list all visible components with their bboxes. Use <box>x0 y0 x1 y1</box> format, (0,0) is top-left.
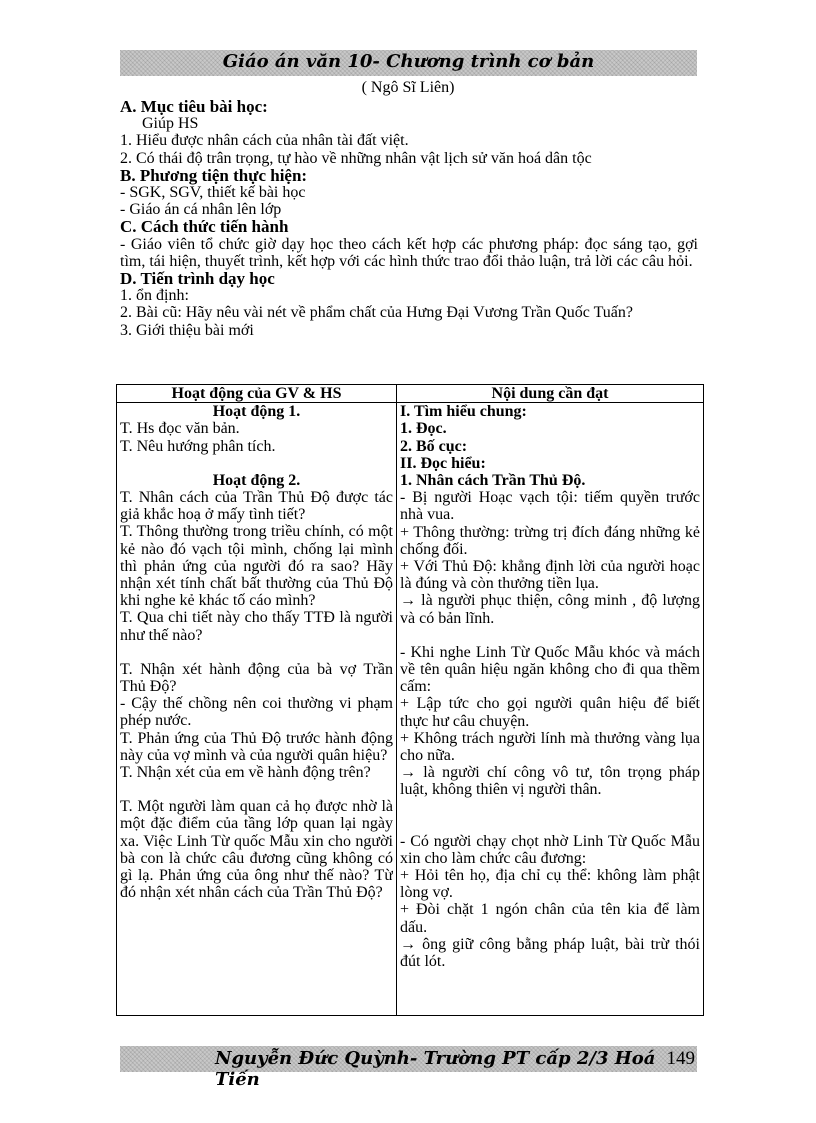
cell-line: 2. Bố cục: <box>400 437 468 455</box>
author-line: ( Ngô Sĩ Liên) <box>361 79 455 96</box>
section-d-line: 1. ổn định: <box>120 287 189 305</box>
cell-line: - Bị người Hoạc vạch tội: tiếm quyền trước nhà vua. <box>400 489 700 524</box>
section-d-line: 3. Giới thiệu bài mới <box>120 321 254 339</box>
cell-line: T. Nhận xét của em về hành động trên? <box>120 764 371 782</box>
content-cell <box>397 403 704 1016</box>
lesson-intro <box>120 98 698 339</box>
table-header-activities: Hoạt động của GV & HS <box>117 385 397 403</box>
spacer <box>120 455 393 472</box>
activity-heading: Hoạt động 1. <box>212 403 301 421</box>
document-header-title: Giáo án văn 10- Chương trình cơ bản <box>222 51 595 72</box>
spacer <box>400 816 700 833</box>
lesson-table <box>116 384 704 1016</box>
section-a-heading: A. Mục tiêu bài học: <box>120 97 268 116</box>
cell-line: + Không trách người lính mà thưởng vàng lụa cho nữa. <box>400 729 700 765</box>
footer-author: Nguyễn Đức Quỳnh- Trường PT cấp 2/3 Hoá Tiến <box>215 1048 656 1090</box>
cell-line: + Hỏi tên họ, địa chỉ cụ thể: không làm phật lòng vợ. <box>400 867 700 902</box>
cell-line: T. Nhận xét hành động của bà vợ Trần Thủ Độ? <box>120 660 393 696</box>
cell-line: - Cậy thế chồng nên coi thường vi phạm phép nước. <box>120 695 393 730</box>
cell-line: - Khi nghe Linh Từ Quốc Mẫu khóc và mách về tên quân hiệu ngăn không cho đi qua thềm cấm: <box>400 643 700 696</box>
cell-line: + Thông thường: trừng trị đích đáng những kẻ chống đối. <box>400 523 700 558</box>
cell-line: - Có người chạy chọt nhờ Linh Từ Quốc Mẫu xin cho làm chức câu đương: <box>400 832 700 867</box>
cell-line: T. Nhân cách của Trần Thủ Độ được tác giả khắc hoạ ở mấy tình tiết? <box>120 489 393 524</box>
section-a-line: 2. Có thái độ trân trọng, tự hào về những nhân vật lịch sử văn hoá dân tộc <box>120 149 592 167</box>
section-a-line: 1. Hiểu được nhân cách của nhân tài đất việt. <box>120 132 409 150</box>
cell-line: 1. Đọc. <box>400 420 447 438</box>
cell-line: + Lập tức cho gọi người quân hiệu để biết thực hư câu chuyện. <box>400 695 700 730</box>
footer-band <box>120 1046 697 1090</box>
cell-line: T. Nêu hướng phân tích. <box>120 437 276 455</box>
cell-line: I. Tìm hiểu chung: <box>400 403 527 421</box>
section-b-heading: B. Phương tiện thực hiện: <box>120 165 308 185</box>
cell-line: + Với Thủ Độ: khẳng định lời của người hoạc là đúng và còn thưởng tiền lụa. <box>400 558 700 593</box>
spacer <box>400 627 700 644</box>
spacer <box>400 799 700 816</box>
cell-line: II. Đọc hiểu: <box>400 454 486 472</box>
section-b-line: - SGK, SGV, thiết kế bài học <box>120 184 306 202</box>
section-d-line: 2. Bài cũ: Hãy nêu vài nét về phẩm chất của Hưng Đại Vương Trần Quốc Tuấn? <box>120 304 633 322</box>
spacer <box>120 781 393 798</box>
header-band <box>120 50 697 76</box>
cell-line: T. Hs đọc văn bản. <box>120 420 240 438</box>
section-c-heading: C. Cách thức tiến hành <box>120 217 289 237</box>
cell-line: → là người phục thiện, công minh , độ lượng và có bản lĩnh. <box>400 592 700 627</box>
cell-line: T. Một người làm quan cả họ được nhờ là một đặc điểm của tầng lớp quan lại ngày xa. Việc Linh Từ quốc Mẫu xin cho người bà con là chức câu đương cũng không có gì lạ. Phản ứng của ông như thế nào? Từ đó nhận xét nhân cách của Trần Thủ Độ? <box>120 798 393 902</box>
cell-line: + Đòi chặt 1 ngón chân của tên kia để làm dấu. <box>400 901 700 936</box>
table-header-content: Nội dung cần đạt <box>397 385 704 403</box>
cell-line: T. Phản ứng của Thủ Độ trước hành động này của vợ mình và của người quân hiệu? <box>120 729 393 764</box>
spacer <box>120 644 393 661</box>
cell-line: T. Qua chi tiết này cho thấy TTĐ là người như thế nào? <box>120 609 393 644</box>
section-a-line: Giúp HS <box>142 115 199 133</box>
section-d-heading: D. Tiến trình dạy học <box>120 269 275 289</box>
cell-line: → ông giữ công bằng pháp luật, bài trừ thói đút lót. <box>400 935 700 971</box>
activity-heading: Hoạt động 2. <box>212 471 301 489</box>
page-number: 149 <box>666 1048 695 1069</box>
cell-line: → là người chí công vô tư, tôn trọng pháp luật, không thiên vị người thân. <box>400 764 700 799</box>
section-b-line: - Giáo án cá nhân lên lớp <box>120 201 282 219</box>
activities-cell <box>117 403 397 1016</box>
cell-line: T. Thông thường trong triều chính, có một kẻ nào đó vạch tội mình, chống lại mình thì phản ứng của người đó ra sao? Hãy nhận xét tính chất bất thường của Thủ Độ khi nghe kẻ khác tố cáo mình? <box>120 523 393 610</box>
section-c-text: - Giáo viên tổ chức giờ dạy học theo cách kết hợp các phương pháp: đọc sáng tạo, gợi tìm, tái hiện, thuyết trình, kết hợp với các hình thức trao đổi thảo luận, trả lời các câu hỏi. <box>120 235 698 270</box>
cell-line: 1. Nhân cách Trần Thủ Độ. <box>400 472 586 490</box>
